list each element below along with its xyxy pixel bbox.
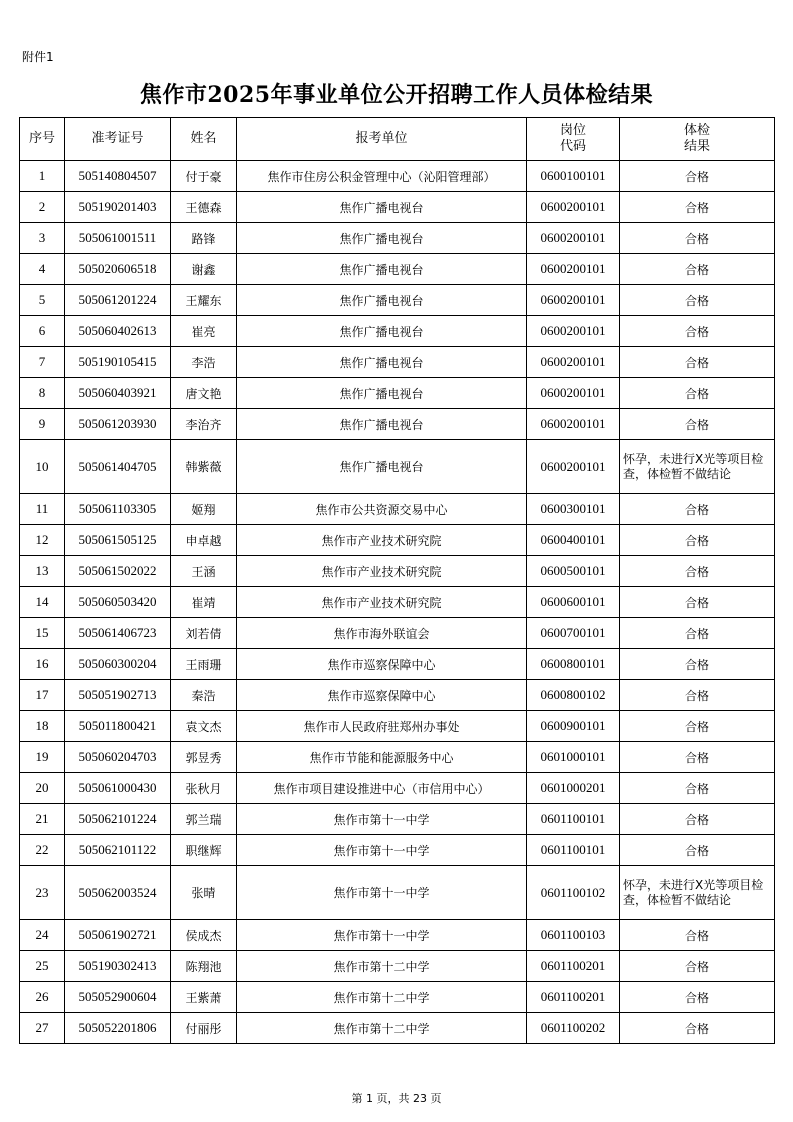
cell-seq: 22 bbox=[20, 835, 65, 866]
cell-post-code: 0600200101 bbox=[527, 223, 620, 254]
attachment-label: 附件1 bbox=[22, 50, 54, 64]
cell-name: 崔亮 bbox=[171, 316, 237, 347]
table-row bbox=[20, 285, 775, 316]
cell-seq: 4 bbox=[20, 254, 65, 285]
cell-name: 韩紫薇 bbox=[171, 440, 237, 494]
cell-exam-no: 505061000430 bbox=[65, 773, 171, 804]
cell-exam-no: 505061203930 bbox=[65, 409, 171, 440]
table-row bbox=[20, 982, 775, 1013]
table-row bbox=[20, 223, 775, 254]
cell-name: 陈翔池 bbox=[171, 951, 237, 982]
table-row bbox=[20, 1013, 775, 1044]
cell-seq: 16 bbox=[20, 649, 65, 680]
table-row bbox=[20, 587, 775, 618]
cell-unit: 焦作市产业技术研究院 bbox=[237, 556, 527, 587]
cell-result: 合格 bbox=[620, 742, 775, 773]
cell-result: 合格 bbox=[620, 1013, 775, 1044]
cell-post-code: 0600800101 bbox=[527, 649, 620, 680]
cell-result: 合格 bbox=[620, 556, 775, 587]
cell-exam-no: 505011800421 bbox=[65, 711, 171, 742]
table-row bbox=[20, 192, 775, 223]
cell-seq: 13 bbox=[20, 556, 65, 587]
table-row bbox=[20, 711, 775, 742]
header-name: 姓名 bbox=[171, 118, 237, 161]
cell-result: 合格 bbox=[620, 920, 775, 951]
cell-exam-no: 505190105415 bbox=[65, 347, 171, 378]
cell-exam-no: 505190302413 bbox=[65, 951, 171, 982]
cell-unit: 焦作市第十二中学 bbox=[237, 1013, 527, 1044]
cell-name: 郭兰瑞 bbox=[171, 804, 237, 835]
cell-seq: 19 bbox=[20, 742, 65, 773]
cell-unit: 焦作市第十一中学 bbox=[237, 920, 527, 951]
cell-post-code: 0601100101 bbox=[527, 804, 620, 835]
table-body bbox=[20, 161, 775, 1044]
cell-unit: 焦作市节能和能源服务中心 bbox=[237, 742, 527, 773]
cell-unit: 焦作广播电视台 bbox=[237, 223, 527, 254]
cell-exam-no: 505062003524 bbox=[65, 866, 171, 920]
cell-exam-no: 505061502022 bbox=[65, 556, 171, 587]
cell-seq: 7 bbox=[20, 347, 65, 378]
cell-exam-no: 505061103305 bbox=[65, 494, 171, 525]
cell-unit: 焦作市人民政府驻郑州办事处 bbox=[237, 711, 527, 742]
cell-name: 郭昱秀 bbox=[171, 742, 237, 773]
page-footer: 第 1 页，共 23 页 bbox=[351, 1092, 442, 1105]
cell-seq: 2 bbox=[20, 192, 65, 223]
table-row bbox=[20, 835, 775, 866]
table-row bbox=[20, 618, 775, 649]
cell-unit: 焦作广播电视台 bbox=[237, 285, 527, 316]
table-row bbox=[20, 494, 775, 525]
cell-name: 付丽彤 bbox=[171, 1013, 237, 1044]
cell-seq: 12 bbox=[20, 525, 65, 556]
cell-unit: 焦作广播电视台 bbox=[237, 192, 527, 223]
table-row bbox=[20, 161, 775, 192]
cell-name: 路锋 bbox=[171, 223, 237, 254]
cell-seq: 21 bbox=[20, 804, 65, 835]
cell-unit: 焦作市公共资源交易中心 bbox=[237, 494, 527, 525]
table-row bbox=[20, 742, 775, 773]
table-row bbox=[20, 254, 775, 285]
cell-post-code: 0601100201 bbox=[527, 982, 620, 1013]
cell-exam-no: 505190201403 bbox=[65, 192, 171, 223]
header-seq: 序号 bbox=[20, 118, 65, 161]
cell-unit: 焦作市第十二中学 bbox=[237, 982, 527, 1013]
cell-unit: 焦作广播电视台 bbox=[237, 378, 527, 409]
cell-unit: 焦作市巡察保障中心 bbox=[237, 680, 527, 711]
cell-unit: 焦作广播电视台 bbox=[237, 409, 527, 440]
cell-exam-no: 505140804507 bbox=[65, 161, 171, 192]
cell-name: 张秋月 bbox=[171, 773, 237, 804]
cell-exam-no: 505020606518 bbox=[65, 254, 171, 285]
cell-seq: 1 bbox=[20, 161, 65, 192]
cell-exam-no: 505061902721 bbox=[65, 920, 171, 951]
cell-post-code: 0600200101 bbox=[527, 347, 620, 378]
table-row bbox=[20, 951, 775, 982]
cell-exam-no: 505062101224 bbox=[65, 804, 171, 835]
cell-unit: 焦作市项目建设推进中心（市信用中心） bbox=[237, 773, 527, 804]
cell-post-code: 0601100101 bbox=[527, 835, 620, 866]
cell-exam-no: 505061404705 bbox=[65, 440, 171, 494]
cell-post-code: 0600900101 bbox=[527, 711, 620, 742]
cell-unit: 焦作广播电视台 bbox=[237, 316, 527, 347]
cell-result: 合格 bbox=[620, 680, 775, 711]
table-row bbox=[20, 440, 775, 494]
cell-post-code: 0600200101 bbox=[527, 378, 620, 409]
cell-unit: 焦作市海外联谊会 bbox=[237, 618, 527, 649]
table-row bbox=[20, 680, 775, 711]
cell-name: 职继辉 bbox=[171, 835, 237, 866]
cell-seq: 15 bbox=[20, 618, 65, 649]
cell-exam-no: 505060204703 bbox=[65, 742, 171, 773]
cell-post-code: 0600800102 bbox=[527, 680, 620, 711]
cell-seq: 6 bbox=[20, 316, 65, 347]
header-result bbox=[620, 118, 775, 161]
cell-result: 合格 bbox=[620, 316, 775, 347]
header-exam-no: 准考证号 bbox=[65, 118, 171, 161]
cell-name: 侯成杰 bbox=[171, 920, 237, 951]
cell-seq: 5 bbox=[20, 285, 65, 316]
header-unit: 报考单位 bbox=[237, 118, 527, 161]
cell-post-code: 0600200101 bbox=[527, 409, 620, 440]
table-row bbox=[20, 866, 775, 920]
cell-post-code: 0600600101 bbox=[527, 587, 620, 618]
cell-result: 合格 bbox=[620, 285, 775, 316]
cell-name: 秦浩 bbox=[171, 680, 237, 711]
cell-exam-no: 505052900604 bbox=[65, 982, 171, 1013]
cell-exam-no: 505061505125 bbox=[65, 525, 171, 556]
cell-exam-no: 505051902713 bbox=[65, 680, 171, 711]
header-post-code-line1: 岗位 bbox=[559, 123, 586, 138]
table-row bbox=[20, 347, 775, 378]
cell-unit: 焦作广播电视台 bbox=[237, 254, 527, 285]
cell-result: 合格 bbox=[620, 835, 775, 866]
cell-unit: 焦作广播电视台 bbox=[237, 347, 527, 378]
cell-result: 合格 bbox=[620, 618, 775, 649]
cell-name: 姬翔 bbox=[171, 494, 237, 525]
cell-name: 王德森 bbox=[171, 192, 237, 223]
cell-exam-no: 505060402613 bbox=[65, 316, 171, 347]
cell-seq: 20 bbox=[20, 773, 65, 804]
cell-post-code: 0600100101 bbox=[527, 161, 620, 192]
cell-post-code: 0601100202 bbox=[527, 1013, 620, 1044]
cell-unit: 焦作市第十二中学 bbox=[237, 951, 527, 982]
cell-unit: 焦作市产业技术研究院 bbox=[237, 587, 527, 618]
cell-name: 王雨珊 bbox=[171, 649, 237, 680]
table-row bbox=[20, 409, 775, 440]
header-post-code-line2: 代码 bbox=[559, 139, 586, 154]
header-post-code bbox=[527, 118, 620, 161]
results-table bbox=[19, 117, 775, 1044]
cell-result: 合格 bbox=[620, 951, 775, 982]
cell-result: 合格 bbox=[620, 525, 775, 556]
table-row bbox=[20, 649, 775, 680]
cell-post-code: 0600200101 bbox=[527, 285, 620, 316]
cell-name: 王紫萧 bbox=[171, 982, 237, 1013]
cell-unit: 焦作市第十一中学 bbox=[237, 804, 527, 835]
header-result-line2: 结果 bbox=[683, 139, 710, 154]
cell-result: 合格 bbox=[620, 192, 775, 223]
cell-seq: 26 bbox=[20, 982, 65, 1013]
cell-result: 合格 bbox=[620, 804, 775, 835]
cell-result: 合格 bbox=[620, 254, 775, 285]
cell-post-code: 0600200101 bbox=[527, 254, 620, 285]
cell-seq: 18 bbox=[20, 711, 65, 742]
page-title: 焦作市2025年事业单位公开招聘工作人员体检结果 bbox=[139, 82, 654, 108]
table-header-row bbox=[20, 118, 775, 161]
cell-name: 崔靖 bbox=[171, 587, 237, 618]
cell-unit: 焦作广播电视台 bbox=[237, 440, 527, 494]
cell-unit: 焦作市巡察保障中心 bbox=[237, 649, 527, 680]
cell-post-code: 0601100103 bbox=[527, 920, 620, 951]
cell-post-code: 0600500101 bbox=[527, 556, 620, 587]
cell-seq: 14 bbox=[20, 587, 65, 618]
table-row bbox=[20, 525, 775, 556]
cell-result: 合格 bbox=[620, 409, 775, 440]
cell-name: 李治齐 bbox=[171, 409, 237, 440]
cell-unit: 焦作市住房公积金管理中心（沁阳管理部） bbox=[237, 161, 527, 192]
cell-post-code: 0601000201 bbox=[527, 773, 620, 804]
cell-post-code: 0600300101 bbox=[527, 494, 620, 525]
cell-name: 袁文杰 bbox=[171, 711, 237, 742]
table-row bbox=[20, 556, 775, 587]
cell-post-code: 0601100102 bbox=[527, 866, 620, 920]
cell-exam-no: 505052201806 bbox=[65, 1013, 171, 1044]
cell-post-code: 0601100201 bbox=[527, 951, 620, 982]
cell-result: 合格 bbox=[620, 773, 775, 804]
cell-result: 合格 bbox=[620, 649, 775, 680]
cell-unit: 焦作市第十一中学 bbox=[237, 835, 527, 866]
cell-result: 合格 bbox=[620, 223, 775, 254]
cell-post-code: 0601000101 bbox=[527, 742, 620, 773]
cell-result: 怀孕，未进行X光等项目检查，体检暂不做结论 bbox=[620, 866, 775, 920]
cell-seq: 23 bbox=[20, 866, 65, 920]
cell-post-code: 0600200101 bbox=[527, 192, 620, 223]
cell-seq: 17 bbox=[20, 680, 65, 711]
table-row bbox=[20, 773, 775, 804]
cell-exam-no: 505060300204 bbox=[65, 649, 171, 680]
cell-exam-no: 505060403921 bbox=[65, 378, 171, 409]
cell-exam-no: 505061406723 bbox=[65, 618, 171, 649]
cell-seq: 24 bbox=[20, 920, 65, 951]
cell-result: 合格 bbox=[620, 711, 775, 742]
cell-result: 怀孕，未进行X光等项目检查，体检暂不做结论 bbox=[620, 440, 775, 494]
cell-name: 张晴 bbox=[171, 866, 237, 920]
cell-result: 合格 bbox=[620, 494, 775, 525]
cell-exam-no: 505061001511 bbox=[65, 223, 171, 254]
cell-result: 合格 bbox=[620, 347, 775, 378]
cell-seq: 27 bbox=[20, 1013, 65, 1044]
cell-name: 王耀东 bbox=[171, 285, 237, 316]
cell-result: 合格 bbox=[620, 982, 775, 1013]
cell-name: 付于豪 bbox=[171, 161, 237, 192]
cell-post-code: 0600200101 bbox=[527, 440, 620, 494]
cell-result: 合格 bbox=[620, 587, 775, 618]
cell-result: 合格 bbox=[620, 161, 775, 192]
header-result-line1: 体检 bbox=[683, 123, 710, 138]
cell-name: 王涵 bbox=[171, 556, 237, 587]
table-row bbox=[20, 920, 775, 951]
cell-name: 申卓越 bbox=[171, 525, 237, 556]
cell-post-code: 0600700101 bbox=[527, 618, 620, 649]
cell-unit: 焦作市第十一中学 bbox=[237, 866, 527, 920]
cell-name: 刘若倩 bbox=[171, 618, 237, 649]
cell-name: 谢鑫 bbox=[171, 254, 237, 285]
cell-unit: 焦作市产业技术研究院 bbox=[237, 525, 527, 556]
cell-seq: 11 bbox=[20, 494, 65, 525]
table-row bbox=[20, 804, 775, 835]
cell-exam-no: 505060503420 bbox=[65, 587, 171, 618]
cell-exam-no: 505061201224 bbox=[65, 285, 171, 316]
cell-seq: 10 bbox=[20, 440, 65, 494]
cell-seq: 3 bbox=[20, 223, 65, 254]
table-row bbox=[20, 378, 775, 409]
cell-exam-no: 505062101122 bbox=[65, 835, 171, 866]
table-row bbox=[20, 316, 775, 347]
cell-seq: 9 bbox=[20, 409, 65, 440]
cell-result: 合格 bbox=[620, 378, 775, 409]
cell-post-code: 0600400101 bbox=[527, 525, 620, 556]
cell-post-code: 0600200101 bbox=[527, 316, 620, 347]
cell-seq: 25 bbox=[20, 951, 65, 982]
cell-name: 李浩 bbox=[171, 347, 237, 378]
cell-name: 唐文艳 bbox=[171, 378, 237, 409]
cell-seq: 8 bbox=[20, 378, 65, 409]
